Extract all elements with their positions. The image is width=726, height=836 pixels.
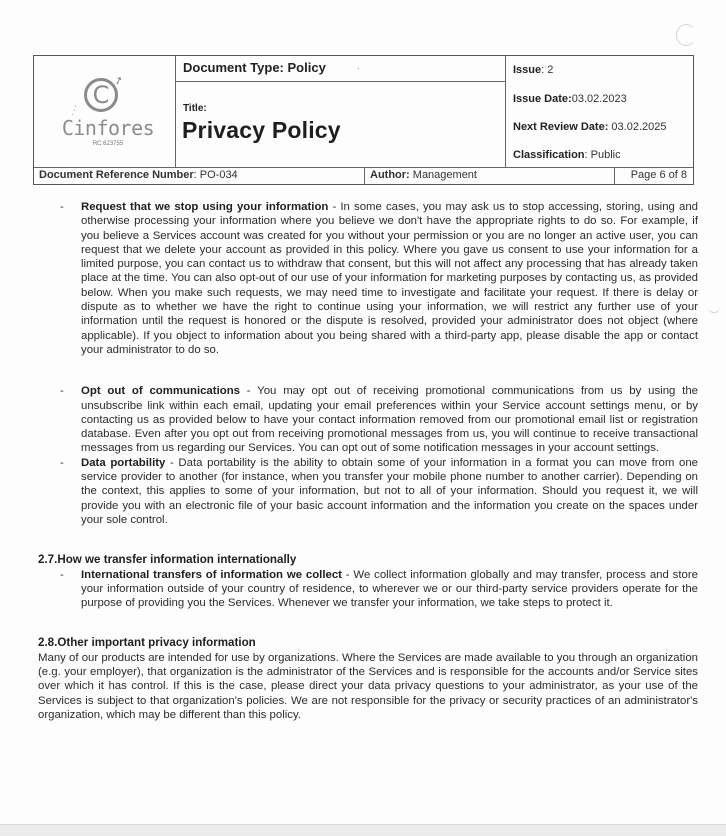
- classification-value: : Public: [584, 149, 621, 161]
- list-item-text: - Data portability is the ability to obtain some of your information in a format you can move from one service provider to another (for instance, when you transfer your mobile phone number to another carrier). Depending on the context, this applies to some of your information, but not to all of your information. Should you request it, we will provide you with an electronic file of your basic account information and the information you create on the spaces under your sole control.: [81, 456, 698, 526]
- document-author: [370, 169, 477, 181]
- list-item-opt-out: [38, 384, 698, 455]
- issue-label: Issue: [513, 64, 542, 76]
- section-heading-2-7: 2.7.How we transfer information internationally: [38, 553, 297, 567]
- document-reference: [39, 169, 238, 181]
- arrow-icon: ➚: [112, 72, 126, 89]
- document-header-table: [33, 55, 694, 185]
- section-heading-2-8: 2.8.Other important privacy information: [38, 636, 256, 650]
- list-item-title: Opt out of communications: [81, 385, 240, 398]
- table-divider: [364, 167, 365, 185]
- list-item-stop-using-info: [38, 200, 698, 357]
- scan-artifact-mark: [708, 302, 720, 313]
- classification-label: Classification: [513, 149, 585, 161]
- page-number: Page 6 of 8: [630, 169, 687, 181]
- bullet-dash: -: [60, 385, 64, 398]
- viewer-bottom-edge: [0, 824, 726, 836]
- issue-date-label: Issue Date:: [513, 93, 572, 105]
- classification: [513, 149, 621, 161]
- next-review-label: Next Review Date:: [513, 121, 609, 133]
- list-item-title: Data portability: [81, 456, 166, 469]
- title-label: Title:: [183, 103, 207, 114]
- bullet-dash: -: [60, 568, 64, 581]
- arrow-tail-icon: ⋰: [68, 104, 81, 118]
- list-item-title: Request that we stop using your information: [81, 201, 329, 213]
- list-item-text: - We collect information globally and may transfer, process and store your information outside of your country of residence, to wherever we or our third-party service providers operate for the purpose of providing you the Services. Whenever we transfer your information, we take steps to protect it.: [81, 568, 698, 610]
- list-item-text: - In some cases, you may ask us to stop accessing, storing, using and otherwise processing your information where you believe we don't have the appropriate rights to do so. For example, if you believe a Services account was created for you without your permission or you are no longer an active user, you can request that we delete your account as provided in this policy. Where you gave us consent to use your information for a limited purpose, you can contact us to withdraw that consent, but this will not affect any processing that has already taken place at the time. You can also opt-out of our use of your information for marketing purposes by contacting us, as provided below. When you make such requests, we may need time to investigate and facilitate your request. If there is delay or dispute as to whether we have the right to continue using your information, we will restrict any further use of your information until the request is honored or the dispute is resolved, provided your administrator does not object (where applicable). If you object to information about you being shared with a third-party app, please disable the app or contact your administrator to do so.: [81, 201, 698, 356]
- company-logo: [34, 56, 176, 167]
- table-divider: [175, 81, 506, 82]
- document-body: [38, 200, 698, 722]
- company-name: Cinfores: [61, 116, 155, 140]
- list-item-data-portability: [38, 456, 698, 527]
- scan-dot: .: [357, 61, 360, 72]
- issue-date-value: 03.02.2023: [571, 93, 627, 105]
- table-divider: [505, 56, 506, 167]
- bullet-dash: -: [60, 201, 64, 213]
- issue-number: [513, 64, 553, 76]
- author-value: Management: [409, 169, 477, 181]
- issue-value: : 2: [541, 64, 554, 76]
- issue-date: [513, 93, 627, 105]
- author-label: Author:: [370, 169, 410, 181]
- list-item-title: International transfers of information we collect: [81, 568, 342, 581]
- document-type-value: Policy: [287, 60, 326, 75]
- list-item-international-transfers: [38, 568, 698, 611]
- bullet-dash: -: [60, 456, 64, 469]
- reference-value: : PO-034: [193, 169, 238, 181]
- section-paragraph: Many of our products are intended for use by organizations. Where the Services are made available to you through an organization (e.g. your employer), that organization is the administrator of the Services and is responsible for the accounts and/or Service sites over which it has control. If this is the case, please direct your data privacy questions to your administrator, as your use of the Services is subject to that organization's policies. We are not responsible for the privacy or security practices of an administrator's organization, which may be different than this policy.: [38, 651, 698, 721]
- list-item-text: - You may opt out of receiving promotional communications from us by using the unsubscribe link within each email, updating your email preferences within your Service account settings menu, or by contacting us as provided below to have your contact information removed from our promotional email list or registration database. Even after you opt out from receiving promotional messages from us, you will continue to receive transactional messages from us regarding our Services. You can opt out of some notification messages in your account settings.: [81, 385, 698, 455]
- company-rc-number: RC:623755: [92, 141, 124, 147]
- copyright-c-icon: C: [84, 78, 118, 112]
- next-review-date: [513, 121, 667, 133]
- document-type-label: Document Type:: [183, 60, 284, 75]
- document-type: [183, 60, 326, 75]
- next-review-value: 03.02.2025: [608, 121, 667, 133]
- table-divider: [614, 167, 615, 185]
- reference-label: Document Reference Number: [39, 169, 194, 181]
- document-title: Privacy Policy: [182, 117, 341, 143]
- scan-artifact-mark: [676, 24, 696, 46]
